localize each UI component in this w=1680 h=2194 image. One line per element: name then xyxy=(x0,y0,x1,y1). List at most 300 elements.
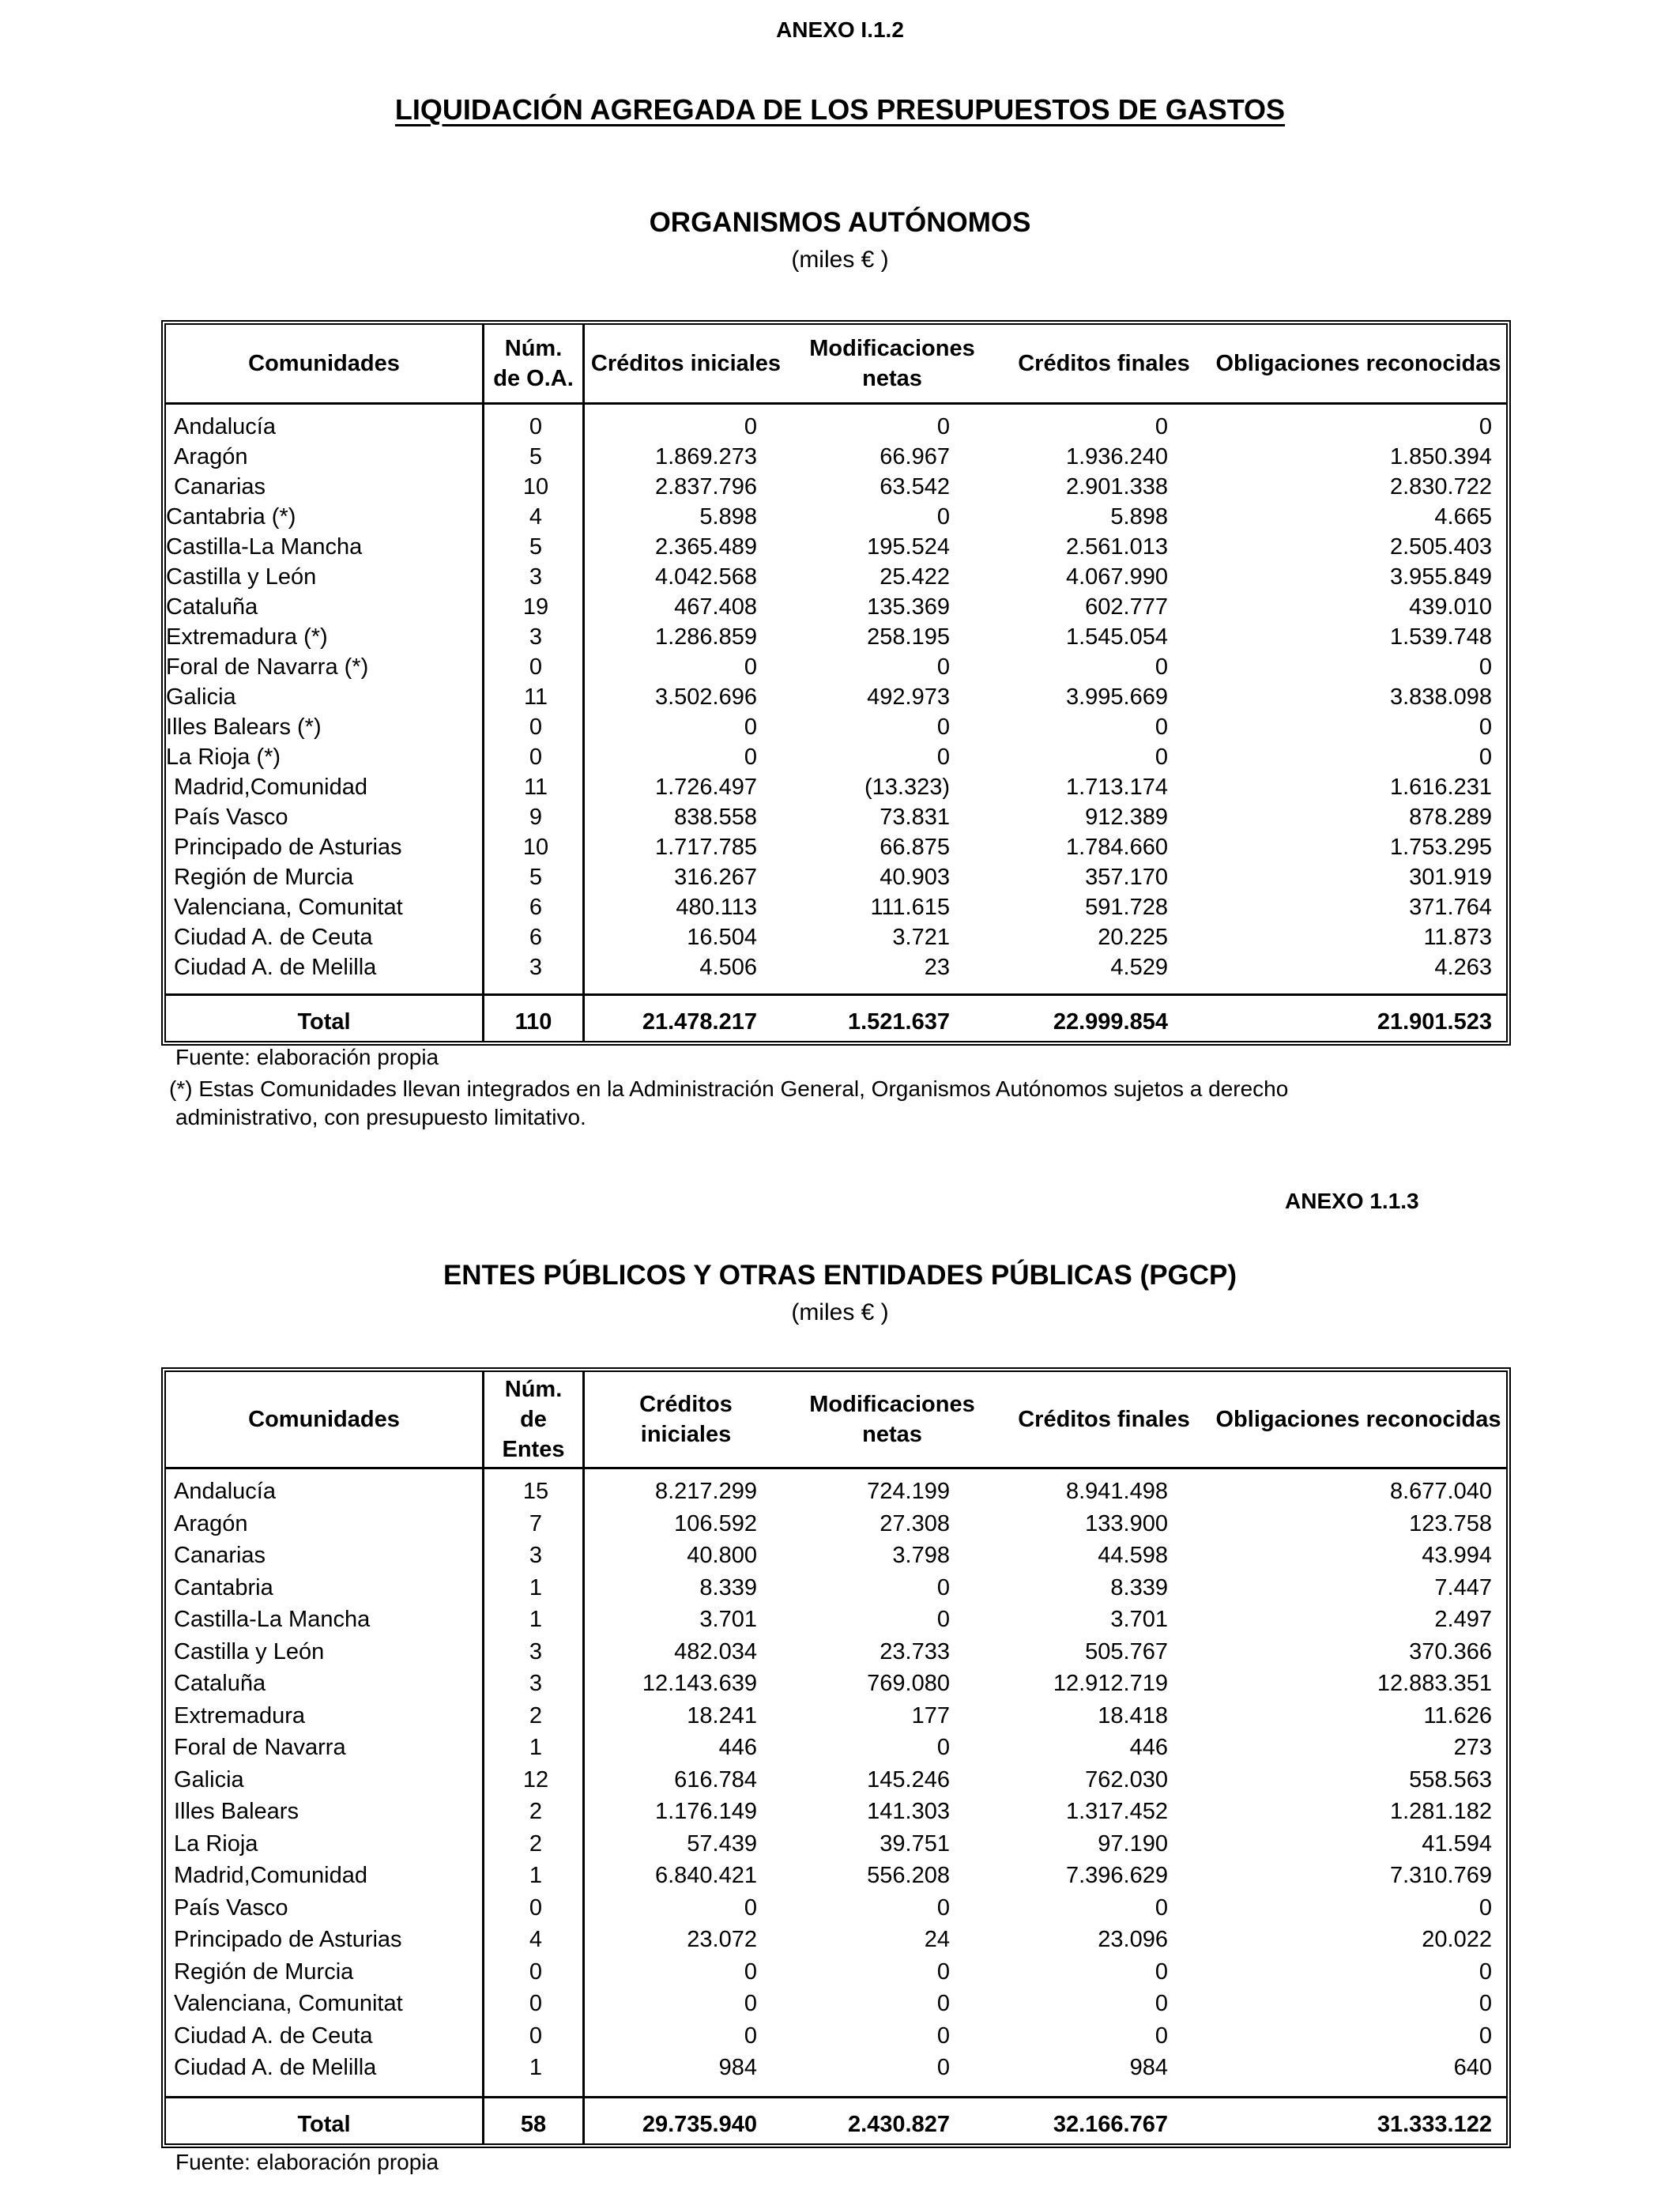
total-label: Total xyxy=(297,2112,351,2137)
cell-creditos-iniciales: 0 xyxy=(744,1958,757,1985)
cell-comunidad: Extremadura (*) xyxy=(166,624,328,650)
cell-comunidad: Galicia xyxy=(174,1766,244,1793)
cell-obligaciones: 878.289 xyxy=(1409,805,1492,830)
table-row xyxy=(166,2021,1506,2051)
cell-creditos-iniciales: 40.800 xyxy=(687,1543,757,1568)
cell-creditos-finales: 20.225 xyxy=(1098,925,1168,950)
cell-modificaciones-netas: 135.369 xyxy=(867,594,950,620)
section1-units: (miles € ) xyxy=(791,247,889,273)
cell-obligaciones: 4.263 xyxy=(1434,955,1492,980)
cell-creditos-iniciales: 0 xyxy=(744,414,757,439)
cell-obligaciones: 2.830.722 xyxy=(1389,474,1492,499)
cell-creditos-finales: 0 xyxy=(1155,414,1168,439)
cell-comunidad: Región de Murcia xyxy=(174,865,354,890)
cell-obligaciones: 11.626 xyxy=(1423,1702,1492,1728)
cell-creditos-finales: 12.912.719 xyxy=(1053,1671,1168,1696)
table-row xyxy=(166,922,1506,952)
cell-creditos-finales: 357.170 xyxy=(1085,865,1168,890)
cell-comunidad: La Rioja (*) xyxy=(166,745,281,770)
cell-comunidad: Aragón xyxy=(174,1510,248,1536)
cell-num: 6 xyxy=(529,895,543,920)
cell-creditos-finales: 8.941.498 xyxy=(1065,1479,1168,1504)
cell-num: 0 xyxy=(529,1894,543,1921)
cell-obligaciones: 0 xyxy=(1478,414,1492,439)
cell-comunidad: Cantabria (*) xyxy=(166,504,296,530)
cell-modificaciones-netas: 0 xyxy=(936,1991,950,2016)
cell-obligaciones: 439.010 xyxy=(1409,594,1492,620)
cell-obligaciones: 370.366 xyxy=(1409,1638,1492,1664)
cell-creditos-finales: 133.900 xyxy=(1085,1510,1168,1536)
total-label: Total xyxy=(297,1009,351,1035)
cell-comunidad: Valenciana, Comunitat xyxy=(174,895,403,920)
cell-comunidad: Illes Balears (*) xyxy=(166,714,322,740)
cell-creditos-finales: 2.561.013 xyxy=(1065,534,1168,560)
cell-creditos-iniciales: 2.365.489 xyxy=(654,534,757,560)
cell-creditos-iniciales: 0 xyxy=(744,1991,757,2016)
cell-num: 2 xyxy=(529,1830,543,1857)
section1-source: Fuente: elaboración propia xyxy=(175,1045,439,1069)
table-organismos-autonomos xyxy=(161,320,1511,1046)
cell-creditos-finales: 18.418 xyxy=(1098,1702,1168,1728)
cell-creditos-finales: 505.767 xyxy=(1085,1638,1168,1664)
cell-obligaciones: 20.022 xyxy=(1422,1927,1492,1952)
cell-creditos-iniciales: 467.408 xyxy=(674,594,757,620)
cell-num: 1 xyxy=(529,1735,543,1760)
table-row xyxy=(166,1893,1506,1923)
cell-num: 0 xyxy=(529,745,543,770)
total-creditos-iniciales: 29.735.940 xyxy=(642,2112,757,2137)
cell-num: 3 xyxy=(529,624,543,650)
cell-modificaciones-netas: 0 xyxy=(936,2055,950,2080)
cell-obligaciones: 0 xyxy=(1478,654,1492,680)
cell-creditos-iniciales: 8.339 xyxy=(699,1574,757,1600)
cell-comunidad: Canarias xyxy=(174,474,266,499)
cell-creditos-iniciales: 1.717.785 xyxy=(654,835,757,860)
cell-obligaciones: 4.665 xyxy=(1434,504,1492,530)
cell-modificaciones-netas: 63.542 xyxy=(880,474,950,499)
cell-creditos-finales: 591.728 xyxy=(1085,895,1168,920)
cell-creditos-iniciales: 6.840.421 xyxy=(654,1863,757,1888)
cell-obligaciones: 0 xyxy=(1478,1991,1492,2016)
cell-creditos-iniciales: 1.176.149 xyxy=(654,1799,757,1824)
cell-comunidad: Castilla-La Mancha xyxy=(174,1607,371,1632)
header-obligaciones: Obligaciones reconocidas xyxy=(1215,1407,1501,1432)
cell-modificaciones-netas: 66.967 xyxy=(880,444,950,469)
table-row xyxy=(166,502,1506,532)
cell-creditos-finales: 0 xyxy=(1155,1894,1168,1921)
cell-modificaciones-netas: 556.208 xyxy=(867,1863,950,1888)
cell-num: 15 xyxy=(522,1479,549,1504)
cell-creditos-finales: 97.190 xyxy=(1098,1830,1168,1857)
cell-modificaciones-netas: 66.875 xyxy=(880,835,950,860)
cell-comunidad: Canarias xyxy=(174,1543,266,1568)
table-row xyxy=(166,1476,1506,1506)
cell-obligaciones: 558.563 xyxy=(1409,1766,1492,1793)
table-row xyxy=(166,772,1506,802)
table-header xyxy=(166,325,1506,405)
header-creditos-finales: Créditos finales xyxy=(1018,351,1190,376)
table-row xyxy=(166,742,1506,772)
header-obligaciones: Obligaciones reconocidas xyxy=(1215,351,1501,376)
header-creditos-iniciales xyxy=(585,1372,787,1467)
cell-num: 3 xyxy=(529,1638,543,1664)
cell-obligaciones: 0 xyxy=(1478,1894,1492,1921)
table-row xyxy=(166,1765,1506,1795)
total-num: 58 xyxy=(520,2112,547,2137)
cell-num: 10 xyxy=(522,474,549,499)
total-obligaciones: 31.333.122 xyxy=(1377,2112,1492,2137)
cell-modificaciones-netas: 0 xyxy=(936,654,950,680)
cell-creditos-finales: 912.389 xyxy=(1085,805,1168,830)
cell-creditos-finales: 762.030 xyxy=(1085,1766,1168,1793)
cell-obligaciones: 11.873 xyxy=(1423,925,1492,950)
header-modificaciones-netas xyxy=(787,1372,997,1467)
table-row xyxy=(166,652,1506,682)
cell-num: 3 xyxy=(529,1543,543,1568)
cell-creditos-finales: 446 xyxy=(1129,1735,1168,1760)
total-num: 110 xyxy=(514,1009,552,1035)
annex-label-second: ANEXO 1.1.3 xyxy=(1285,1189,1419,1213)
cell-comunidad: País Vasco xyxy=(174,1894,288,1921)
cell-creditos-iniciales: 4.042.568 xyxy=(654,564,757,590)
cell-obligaciones: 7.447 xyxy=(1434,1574,1492,1600)
cell-num: 0 xyxy=(529,1991,543,2016)
cell-modificaciones-netas: 0 xyxy=(936,2022,950,2049)
cell-num: 5 xyxy=(529,865,543,890)
total-creditos-finales: 32.166.767 xyxy=(1053,2112,1168,2137)
cell-obligaciones: 3.955.849 xyxy=(1389,564,1492,590)
cell-num: 0 xyxy=(529,1958,543,1985)
cell-comunidad: Castilla-La Mancha xyxy=(166,534,363,560)
cell-creditos-finales: 0 xyxy=(1155,654,1168,680)
total-modificaciones-netas: 2.430.827 xyxy=(847,2112,950,2137)
cell-comunidad: Principado de Asturias xyxy=(174,1927,402,1952)
cell-obligaciones: 1.753.295 xyxy=(1389,835,1492,860)
table-row xyxy=(166,1989,1506,2019)
cell-modificaciones-netas: (13.323) xyxy=(864,775,950,800)
cell-modificaciones-netas: 724.199 xyxy=(867,1479,950,1504)
cell-creditos-iniciales: 0 xyxy=(744,1894,757,1921)
cell-creditos-iniciales: 106.592 xyxy=(674,1510,757,1536)
cell-num: 11 xyxy=(523,684,548,710)
cell-obligaciones: 8.677.040 xyxy=(1389,1479,1492,1504)
cell-modificaciones-netas: 0 xyxy=(936,1894,950,1921)
header-creditos-iniciales: Créditos iniciales xyxy=(590,351,782,376)
cell-creditos-iniciales: 1.286.859 xyxy=(654,624,757,650)
cell-comunidad: Valenciana, Comunitat xyxy=(174,1991,403,2016)
cell-modificaciones-netas: 195.524 xyxy=(867,534,950,560)
section2-source: Fuente: elaboración propia xyxy=(175,2150,439,2174)
cell-obligaciones: 1.850.394 xyxy=(1389,444,1492,469)
cell-creditos-finales: 1.784.660 xyxy=(1065,835,1168,860)
header-num-oa xyxy=(484,325,582,402)
table-row xyxy=(166,1860,1506,1891)
table-row xyxy=(166,1829,1506,1859)
cell-num: 0 xyxy=(529,654,543,680)
cell-creditos-iniciales: 480.113 xyxy=(676,895,757,920)
table-row xyxy=(166,532,1506,562)
cell-obligaciones: 7.310.769 xyxy=(1389,1863,1492,1888)
cell-modificaciones-netas: 40.903 xyxy=(880,865,950,890)
cell-comunidad: Principado de Asturias xyxy=(174,835,402,860)
cell-creditos-finales: 5.898 xyxy=(1110,504,1168,530)
cell-modificaciones-netas: 25.422 xyxy=(880,564,950,590)
cell-obligaciones: 123.758 xyxy=(1409,1510,1492,1536)
cell-modificaciones-netas: 23 xyxy=(924,955,950,980)
cell-num: 5 xyxy=(529,534,543,560)
cell-modificaciones-netas: 0 xyxy=(936,414,950,439)
table-row xyxy=(166,1732,1506,1762)
header-mod-line2: netas xyxy=(862,1422,922,1447)
cell-num: 3 xyxy=(529,564,543,590)
section1-title: ORGANISMOS AUTÓNOMOS xyxy=(649,207,1031,238)
cell-creditos-finales: 984 xyxy=(1129,2055,1168,2080)
cell-creditos-iniciales: 838.558 xyxy=(674,805,757,830)
header-mod-line2: netas xyxy=(862,366,922,391)
cell-comunidad: Ciudad A. de Melilla xyxy=(174,2055,377,2080)
table-row xyxy=(166,1668,1506,1698)
header-num-line2: de xyxy=(520,1407,547,1432)
cell-obligaciones: 1.616.231 xyxy=(1389,775,1492,800)
table-row xyxy=(166,472,1506,502)
cell-comunidad: Cataluña xyxy=(174,1671,266,1696)
cell-creditos-iniciales: 18.241 xyxy=(687,1702,757,1728)
table-header xyxy=(166,1372,1506,1469)
table-row xyxy=(166,952,1506,982)
cell-obligaciones: 43.994 xyxy=(1422,1543,1492,1568)
cell-num: 4 xyxy=(529,1927,543,1952)
cell-obligaciones: 3.838.098 xyxy=(1389,684,1492,710)
cell-comunidad: Madrid,Comunidad xyxy=(174,1863,368,1888)
table-row xyxy=(166,1573,1506,1603)
cell-modificaciones-netas: 23.733 xyxy=(880,1638,950,1664)
cell-comunidad: La Rioja xyxy=(174,1830,258,1857)
cell-creditos-finales: 0 xyxy=(1155,1991,1168,2016)
cell-creditos-iniciales: 12.143.639 xyxy=(642,1671,757,1696)
cell-creditos-finales: 0 xyxy=(1155,1958,1168,1985)
cell-modificaciones-netas: 111.615 xyxy=(870,895,950,920)
cell-creditos-iniciales: 57.439 xyxy=(687,1830,757,1857)
cell-creditos-finales: 8.339 xyxy=(1110,1574,1168,1600)
cell-creditos-finales: 23.096 xyxy=(1098,1927,1168,1952)
cell-comunidad: Galicia xyxy=(166,684,236,710)
table-row xyxy=(166,1701,1506,1731)
cell-num: 0 xyxy=(529,2022,543,2049)
header-creditos-finales: Créditos finales xyxy=(1018,1407,1190,1432)
cell-creditos-finales: 0 xyxy=(1155,2022,1168,2049)
cell-creditos-iniciales: 5.898 xyxy=(699,504,757,530)
cell-obligaciones: 371.764 xyxy=(1409,895,1492,920)
cell-num: 12 xyxy=(522,1766,549,1793)
cell-creditos-iniciales: 616.784 xyxy=(674,1766,757,1793)
cell-creditos-iniciales: 0 xyxy=(744,654,757,680)
cell-modificaciones-netas: 141.303 xyxy=(867,1799,950,1824)
cell-modificaciones-netas: 492.973 xyxy=(867,684,950,710)
cell-modificaciones-netas: 3.721 xyxy=(892,925,950,950)
header-ci-line2: iniciales xyxy=(640,1422,732,1447)
header-comunidades: Comunidades xyxy=(248,351,400,376)
table-row xyxy=(166,2053,1506,2083)
cell-creditos-finales: 1.545.054 xyxy=(1065,624,1168,650)
cell-modificaciones-netas: 3.798 xyxy=(892,1543,950,1568)
cell-comunidad: Cantabria xyxy=(174,1574,273,1600)
section1-note-line1: (*) Estas Comunidades llevan integrados en la Administración General, Organismos Autónomos sujetos a derecho xyxy=(169,1076,1289,1101)
cell-num: 1 xyxy=(529,1863,543,1888)
cell-num: 5 xyxy=(529,444,543,469)
cell-comunidad: Aragón xyxy=(174,444,248,469)
cell-comunidad: Cataluña xyxy=(166,594,258,620)
cell-obligaciones: 640 xyxy=(1453,2055,1492,2080)
cell-num: 0 xyxy=(529,714,543,740)
cell-num: 2 xyxy=(529,1702,543,1728)
cell-comunidad: Illes Balears xyxy=(174,1799,299,1824)
cell-creditos-finales: 0 xyxy=(1155,714,1168,740)
cell-num: 9 xyxy=(529,805,543,830)
cell-obligaciones: 2.497 xyxy=(1434,1607,1492,1632)
cell-creditos-iniciales: 3.701 xyxy=(699,1607,757,1632)
table-row xyxy=(166,1540,1506,1570)
total-creditos-finales: 22.999.854 xyxy=(1053,1009,1168,1035)
cell-creditos-iniciales: 2.837.796 xyxy=(654,474,757,499)
table-row xyxy=(166,562,1506,592)
cell-num: 7 xyxy=(529,1510,543,1536)
cell-creditos-iniciales: 316.267 xyxy=(674,865,757,890)
cell-modificaciones-netas: 0 xyxy=(936,1958,950,1985)
cell-creditos-iniciales: 984 xyxy=(718,2055,757,2080)
cell-modificaciones-netas: 0 xyxy=(936,504,950,530)
table-entes-publicos xyxy=(161,1367,1511,2148)
cell-modificaciones-netas: 24 xyxy=(924,1927,950,1952)
cell-num: 0 xyxy=(529,414,543,439)
table-row xyxy=(166,1604,1506,1634)
table-row xyxy=(166,682,1506,712)
header-num-entes xyxy=(484,1372,582,1467)
cell-modificaciones-netas: 0 xyxy=(936,1735,950,1760)
table-row xyxy=(166,832,1506,862)
cell-obligaciones: 0 xyxy=(1478,2022,1492,2049)
cell-creditos-finales: 4.529 xyxy=(1110,955,1168,980)
cell-comunidad: Andalucía xyxy=(174,1479,276,1504)
cell-creditos-iniciales: 0 xyxy=(744,745,757,770)
cell-num: 3 xyxy=(529,955,543,980)
cell-creditos-finales: 44.598 xyxy=(1098,1543,1168,1568)
cell-modificaciones-netas: 177 xyxy=(911,1702,950,1728)
cell-modificaciones-netas: 769.080 xyxy=(867,1671,950,1696)
table-row xyxy=(166,1957,1506,1987)
cell-creditos-finales: 602.777 xyxy=(1085,594,1168,620)
table-row xyxy=(166,592,1506,622)
cell-num: 4 xyxy=(529,504,543,530)
cell-creditos-iniciales: 0 xyxy=(744,714,757,740)
cell-creditos-iniciales: 482.034 xyxy=(674,1638,757,1664)
cell-obligaciones: 0 xyxy=(1478,1958,1492,1985)
total-row xyxy=(166,993,1506,1043)
total-row xyxy=(166,2096,1506,2146)
table-row xyxy=(166,1509,1506,1539)
header-num-line2: de O.A. xyxy=(493,366,574,391)
cell-num: 19 xyxy=(522,594,549,620)
cell-creditos-finales: 2.901.338 xyxy=(1065,474,1168,499)
table-row xyxy=(166,622,1506,652)
cell-modificaciones-netas: 0 xyxy=(936,1607,950,1632)
cell-obligaciones: 301.919 xyxy=(1409,865,1492,890)
cell-comunidad: País Vasco xyxy=(174,805,288,830)
cell-creditos-iniciales: 4.506 xyxy=(699,955,757,980)
section1-note-line2: administrativo, con presupuesto limitativo. xyxy=(175,1105,586,1129)
cell-num: 2 xyxy=(529,1799,543,1824)
cell-comunidad: Ciudad A. de Ceuta xyxy=(174,925,373,950)
cell-creditos-finales: 7.396.629 xyxy=(1065,1863,1168,1888)
cell-creditos-iniciales: 1.726.497 xyxy=(654,775,757,800)
table-row xyxy=(166,1637,1506,1667)
cell-comunidad: Madrid,Comunidad xyxy=(174,775,368,800)
section2-units: (miles € ) xyxy=(791,1299,889,1325)
cell-num: 11 xyxy=(523,775,548,800)
cell-modificaciones-netas: 73.831 xyxy=(880,805,950,830)
cell-modificaciones-netas: 39.751 xyxy=(880,1830,950,1857)
table-row xyxy=(166,892,1506,922)
cell-num: 3 xyxy=(529,1671,543,1696)
header-num-line1: Núm. xyxy=(504,336,563,361)
table-row xyxy=(166,412,1506,442)
cell-modificaciones-netas: 258.195 xyxy=(867,624,950,650)
main-title: LIQUIDACIÓN AGREGADA DE LOS PRESUPUESTOS DE GASTOS xyxy=(394,93,1286,126)
cell-comunidad: Castilla y León xyxy=(174,1638,325,1664)
cell-modificaciones-netas: 27.308 xyxy=(880,1510,950,1536)
header-comunidades: Comunidades xyxy=(248,1407,400,1432)
cell-creditos-iniciales: 0 xyxy=(744,2022,757,2049)
cell-creditos-finales: 3.995.669 xyxy=(1065,684,1168,710)
total-obligaciones: 21.901.523 xyxy=(1377,1009,1492,1035)
cell-modificaciones-netas: 0 xyxy=(936,1574,950,1600)
cell-comunidad: Foral de Navarra xyxy=(174,1735,346,1760)
cell-comunidad: Foral de Navarra (*) xyxy=(166,654,369,680)
cell-obligaciones: 0 xyxy=(1478,714,1492,740)
cell-creditos-iniciales: 8.217.299 xyxy=(654,1479,757,1504)
cell-obligaciones: 1.539.748 xyxy=(1389,624,1492,650)
cell-num: 1 xyxy=(529,1574,543,1600)
cell-comunidad: Extremadura xyxy=(174,1702,306,1728)
cell-creditos-finales: 1.713.174 xyxy=(1065,775,1168,800)
cell-creditos-finales: 3.701 xyxy=(1110,1607,1168,1632)
cell-obligaciones: 1.281.182 xyxy=(1389,1799,1492,1824)
cell-creditos-iniciales: 23.072 xyxy=(687,1927,757,1952)
header-ci-line1: Créditos xyxy=(639,1392,733,1417)
annex-label-top: ANEXO I.1.2 xyxy=(776,17,904,42)
header-modificaciones-netas xyxy=(787,325,997,402)
cell-creditos-iniciales: 446 xyxy=(718,1735,757,1760)
cell-num: 1 xyxy=(529,1607,543,1632)
cell-comunidad: Ciudad A. de Melilla xyxy=(174,955,377,980)
cell-modificaciones-netas: 0 xyxy=(936,714,950,740)
table-row xyxy=(166,862,1506,892)
cell-modificaciones-netas: 0 xyxy=(936,745,950,770)
cell-obligaciones: 41.594 xyxy=(1422,1830,1492,1857)
cell-creditos-finales: 4.067.990 xyxy=(1065,564,1168,590)
header-mod-line1: Modificaciones xyxy=(809,336,975,361)
cell-creditos-iniciales: 16.504 xyxy=(687,925,757,950)
cell-creditos-finales: 1.317.452 xyxy=(1065,1799,1168,1824)
cell-comunidad: Ciudad A. de Ceuta xyxy=(174,2022,373,2049)
header-num-line3: Entes xyxy=(502,1437,565,1462)
table-row xyxy=(166,1924,1506,1955)
cell-comunidad: Región de Murcia xyxy=(174,1958,354,1985)
section2-title: ENTES PÚBLICOS Y OTRAS ENTIDADES PÚBLICAS (PGCP) xyxy=(443,1260,1237,1291)
header-mod-line1: Modificaciones xyxy=(809,1392,975,1417)
table-row xyxy=(166,1796,1506,1826)
table-row xyxy=(166,802,1506,832)
cell-num: 6 xyxy=(529,925,543,950)
